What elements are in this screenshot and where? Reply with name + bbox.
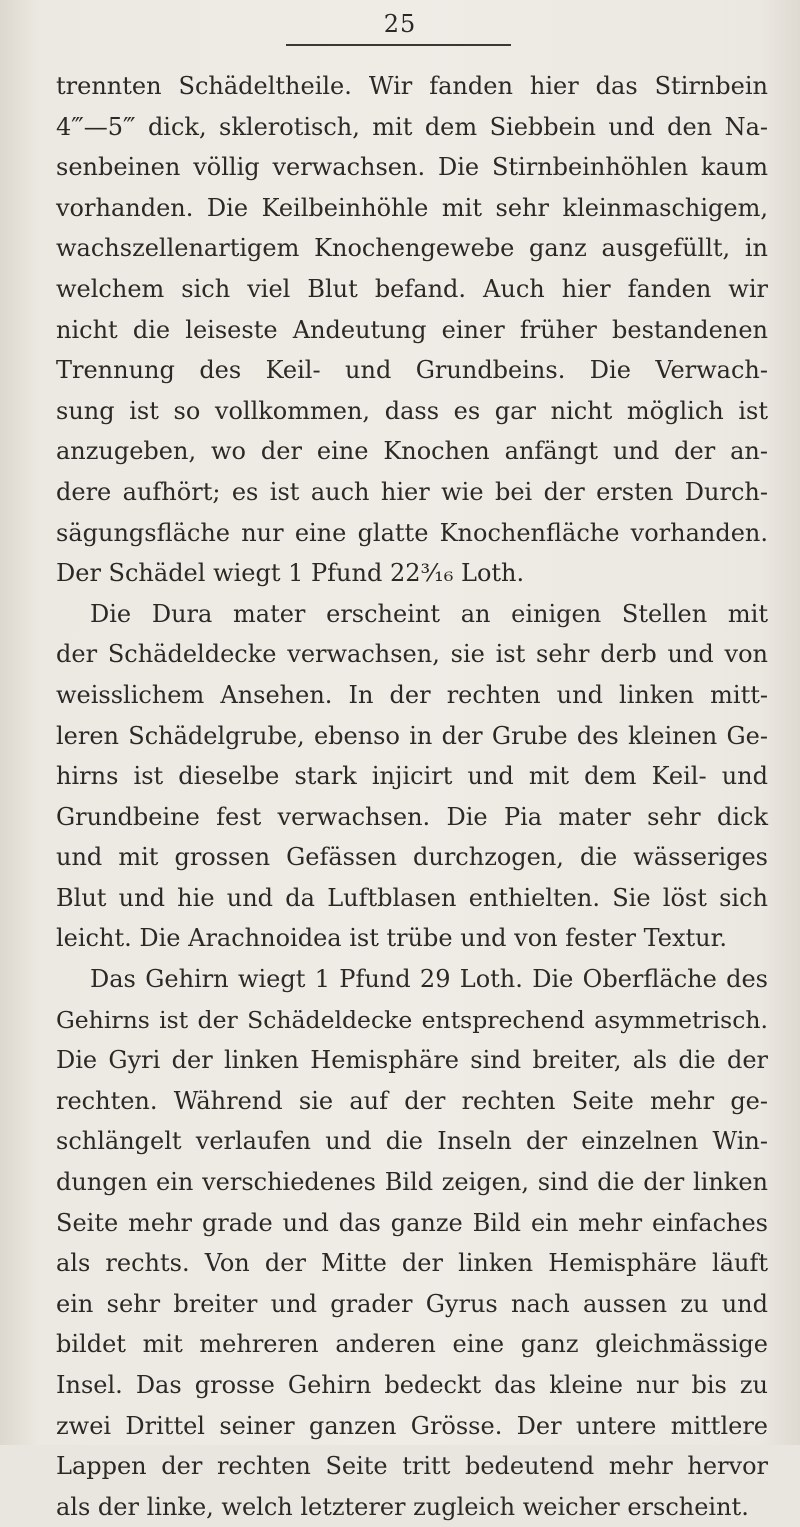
text-line: 4‴—5‴ dick, sklerotisch, mit dem Siebbein und den Na- (56, 112, 768, 141)
text-line: hirns ist dieselbe stark injicirt und mit dem Keil- und (56, 762, 768, 791)
text-line: Gehirns ist der Schädeldecke entsprechend asymmetrisch. (56, 1005, 768, 1034)
text-line: weisslichem Ansehen. In der rechten und linken mitt- (56, 680, 768, 709)
text-line: ein sehr breiter und grader Gyrus nach aussen zu und (56, 1289, 768, 1318)
body-text (56, 66, 768, 1527)
text-line: trennten Schädeltheile. Wir fanden hier das Stirnbein (56, 72, 768, 100)
text-line: Die Dura mater erscheint an einigen Stellen mit (90, 599, 768, 628)
text-line: rechten. Während sie auf der rechten Seite mehr ge- (56, 1086, 768, 1115)
text-line: welchem sich viel Blut befand. Auch hier fanden wir (56, 274, 768, 303)
text-line: Seite mehr grade und das ganze Bild ein mehr einfaches (56, 1208, 768, 1237)
text-line: zwei Drittel seiner ganzen Grösse. Der untere mittlere (56, 1411, 768, 1440)
text-line: Der Schädel wiegt 1 Pfund 22³⁄₁₆ Loth. (56, 559, 525, 588)
page-number: 25 (383, 10, 417, 38)
text-line: schlängelt verlaufen und die Inseln der einzelnen Win- (56, 1127, 768, 1156)
text-line: der Schädeldecke verwachsen, sie ist sehr derb und von (56, 640, 768, 669)
text-line: Grundbeine fest verwachsen. Die Pia mater sehr dick (56, 802, 768, 831)
text-line: Das Gehirn wiegt 1 Pfund 29 Loth. Die Oberfläche des (90, 965, 768, 994)
text-line: dungen ein verschiedenes Bild zeigen, sind die der linken (56, 1168, 768, 1197)
text-line: als rechts. Von der Mitte der linken Hemisphäre läuft (56, 1249, 768, 1278)
header-rule (286, 44, 511, 46)
text-line: Insel. Das grosse Gehirn bedeckt das kleine nur bis zu (56, 1371, 768, 1399)
text-line: leren Schädelgrube, ebenso in der Grube des kleinen Ge- (56, 721, 768, 750)
text-line: leicht. Die Arachnoidea ist trübe und von fester Textur. (56, 924, 728, 953)
text-line: sägungsfläche nur eine glatte Knochenfläche vorhanden. (56, 518, 768, 547)
text-line: senbeinen völlig verwachsen. Die Stirnbeinhöhlen kaum (56, 153, 768, 182)
text-line: dere aufhört; es ist auch hier wie bei der ersten Durch- (56, 477, 768, 506)
text-line: und mit grossen Gefässen durchzogen, die wässeriges (56, 843, 768, 872)
text-line: anzugeben, wo der eine Knochen anfängt und der an- (56, 437, 768, 466)
text-line: Lappen der rechten Seite tritt bedeutend mehr hervor (56, 1452, 768, 1481)
text-line: Blut und hie und da Luftblasen enthielten. Sie löst sich (56, 883, 768, 912)
text-line: sung ist so vollkommen, dass es gar nicht möglich ist (56, 396, 768, 425)
text-line: als der linke, welch letzterer zugleich weicher erscheint. (56, 1492, 749, 1521)
text-line: Trennung des Keil- und Grundbeins. Die Verwach- (56, 356, 768, 385)
text-line: vorhanden. Die Keilbeinhöhle mit sehr kleinmaschigem, (56, 193, 768, 222)
text-line: Die Gyri der linken Hemisphäre sind breiter, als die der (56, 1046, 768, 1075)
text-line: wachszellenartigem Knochengewebe ganz ausgefüllt, in (56, 234, 768, 263)
text-line: nicht die leiseste Andeutung einer früher bestandenen (56, 315, 768, 344)
text-line: bildet mit mehreren anderen eine ganz gleichmässige (56, 1330, 768, 1359)
